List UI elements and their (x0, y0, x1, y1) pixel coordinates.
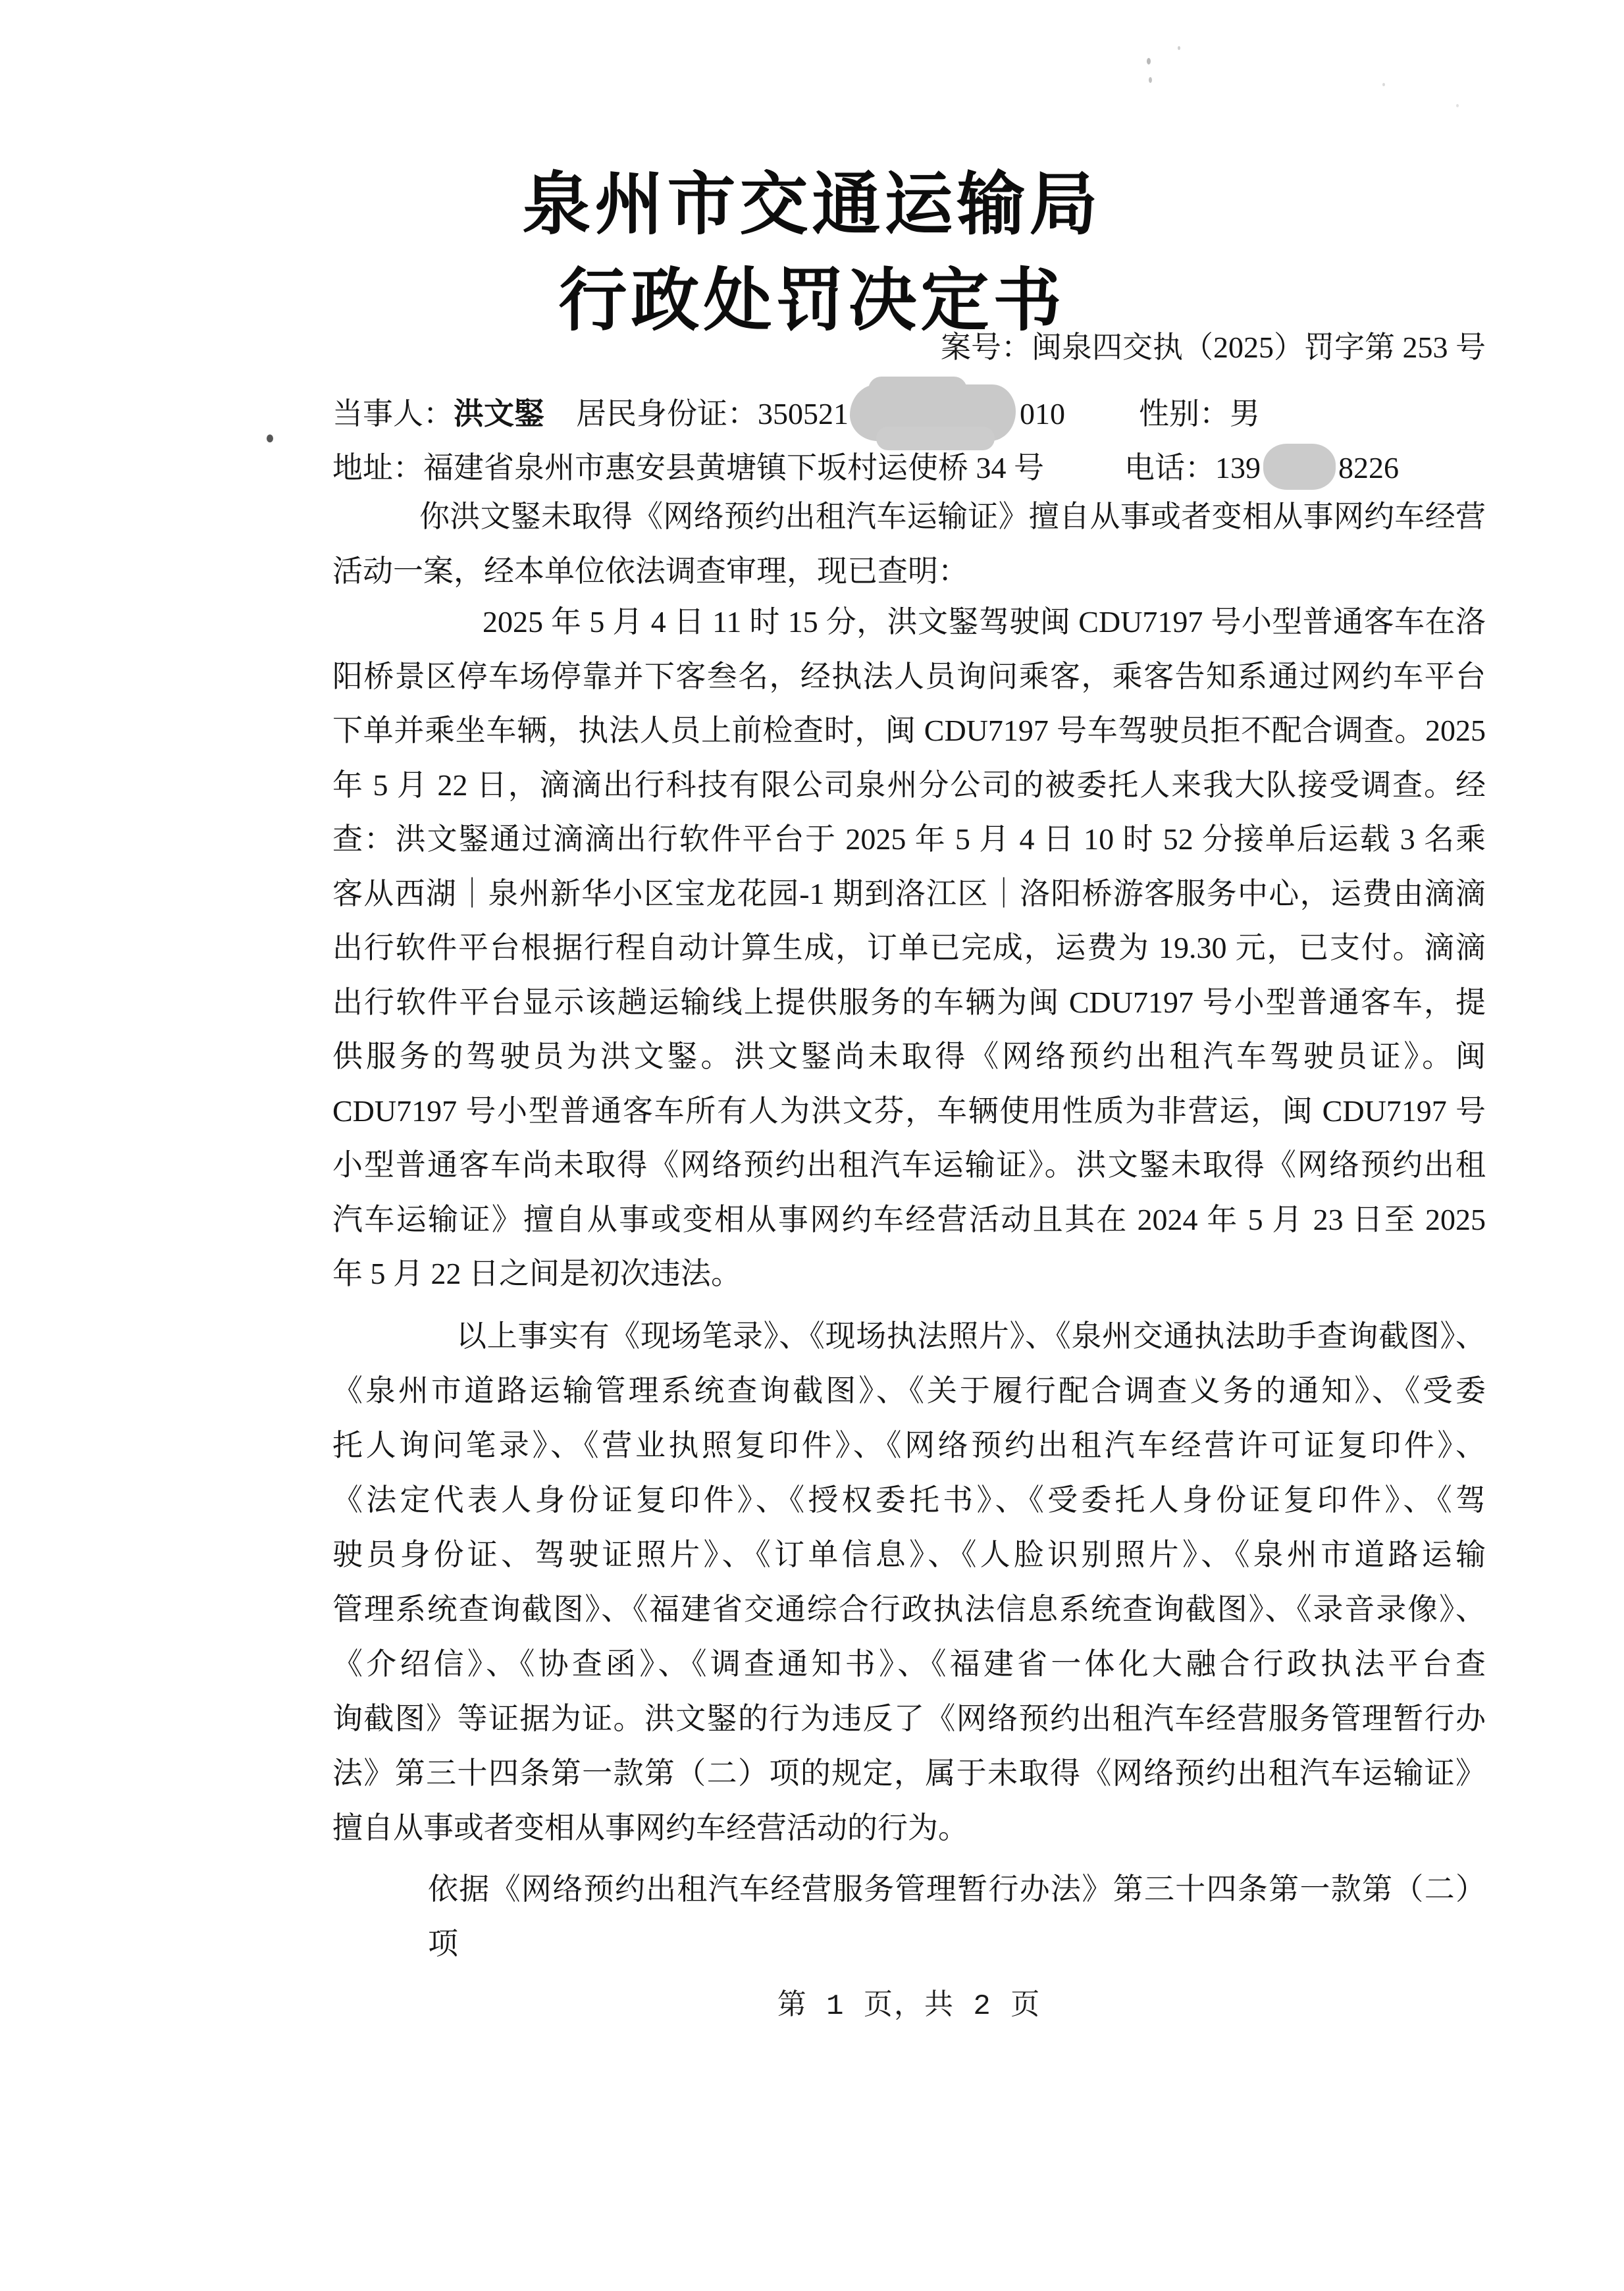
body-line: 《介绍信》、《协查函》、《调查通知书》、《福建省一体化大融合行政执法平台查 (332, 1647, 1486, 1681)
id-redaction-blob (850, 384, 1016, 441)
body-line: 擅自从事或者变相从事网约车经营活动的行为。 (332, 1811, 968, 1845)
body-line: 客从西湖｜泉州新华小区宝龙花园-1 期到洛江区｜洛阳桥游客服务中心，运费由滴滴 (332, 876, 1486, 910)
body-line: 年 5 月 22 日之间是初次违法。 (332, 1257, 741, 1290)
body-line: 管理系统查询截图》、《福建省交通综合行政执法信息系统查询截图》、《录音录像》、 (332, 1593, 1486, 1626)
scan-speck (1149, 77, 1152, 83)
paragraph-evidence (332, 1309, 1486, 1855)
phone-suffix: 8226 (1338, 451, 1399, 485)
address-label: 地址： (332, 451, 423, 485)
body-line: 阳桥景区停车场停靠并下客叁名，经执法人员询问乘客，乘客告知系通过网约车平台 (332, 659, 1486, 693)
body-line: CDU7197 号小型普通客车所有人为洪文芬，车辆使用性质为非营运，闽 CDU7197 号 (332, 1093, 1486, 1128)
address-info-line (332, 444, 1486, 490)
gender-label: 性别： (1139, 397, 1230, 431)
id-label: 居民身份证： (576, 397, 758, 431)
body-line: 依据《网络预约出租汽车经营服务管理暂行办法》第三十四条第一款第（二）项 (428, 1872, 1486, 1961)
body-line: 查：洪文鋻通过滴滴出行软件平台于 2025 年 5 月 4 日 10 时 52 分接单后运载 3 名乘 (332, 822, 1486, 856)
body-line: 小型普通客车尚未取得《网络预约出租汽车运输证》。洪文鋻未取得《网络预约出租 (332, 1148, 1486, 1182)
phone-prefix: 139 (1215, 451, 1261, 485)
body-line: 询截图》等证据为证。洪文鋻的行为违反了《网络预约出租汽车经营服务管理暂行办 (332, 1702, 1486, 1735)
body-line: 驶员身份证、驾驶证照片》、《订单信息》、《人脸识别照片》、《泉州市道路运输 (332, 1538, 1486, 1571)
case-number: 案号：闽泉四交执（2025）罚字第 253 号 (941, 330, 1486, 364)
body-line: 年 5 月 22 日，滴滴出行科技有限公司泉州分公司的被委托人来我大队接受调查。经 (332, 768, 1486, 802)
party-name: 洪文鋻 (454, 397, 544, 431)
body-line: 活动一案，经本单位依法调查审理，现已查明： (332, 554, 968, 588)
body-line: 你洪文鋻未取得《网络预约出租汽车运输证》擅自从事或者变相从事网约车经营 (419, 500, 1486, 533)
scan-speck (1456, 104, 1459, 107)
phone-redaction-blob (1263, 444, 1336, 490)
body-line: 法》第三十四条第一款第（二）项的规定，属于未取得《网络预约出租汽车运输证》 (332, 1756, 1486, 1790)
body-line: 《泉州市道路运输管理系统查询截图》、《关于履行配合调查义务的通知》、《受委 (332, 1374, 1486, 1408)
body-line: 托人询问笔录》、《营业执照复印件》、《网络预约出租汽车经营许可证复印件》、 (332, 1429, 1486, 1462)
address-value: 福建省泉州市惠安县黄塘镇下坂村运使桥 34 号 (423, 451, 1044, 485)
body-line: 出行软件平台根据行程自动计算生成，订单已完成，运费为 19.30 元，已支付。滴滴 (332, 931, 1486, 964)
paragraph-legal-basis (332, 1862, 1486, 1971)
body-line: 汽车运输证》擅自从事或变相从事网约车经营活动且其在 2024 年 5 月 23 日至 2025 (332, 1202, 1486, 1236)
document-title-agency: 泉州市交通运输局 (522, 167, 1102, 243)
body-line: 下单并乘坐车辆，执法人员上前检查时，闽 CDU7197 号车驾驶员拒不配合调查。2025 (332, 714, 1486, 747)
paragraph-case-intro (332, 490, 1486, 598)
gender-value: 男 (1230, 397, 1260, 431)
body-line: 《法定代表人身份证复印件》、《授权委托书》、《受委托人身份证复印件》、《驾 (332, 1483, 1486, 1517)
scan-speck (1147, 58, 1151, 65)
scan-speck (1382, 83, 1385, 86)
body-line: 2025 年 5 月 4 日 11 时 15 分，洪文鋻驾驶闽 CDU7197 号小型普通客车在洛 (483, 605, 1486, 639)
phone-label: 电话： (1124, 451, 1215, 485)
paragraph-findings (332, 595, 1486, 1302)
body-line: 供服务的驾驶员为洪文鋻。洪文鋻尚未取得《网络预约出租汽车驾驶员证》。闽 (332, 1040, 1486, 1073)
scan-speck (267, 434, 273, 442)
body-line: 以上事实有《现场笔录》、《现场执法照片》、《泉州交通执法助手查询截图》、 (456, 1319, 1486, 1353)
party-info-line (332, 384, 1486, 441)
id-number-suffix: 010 (1020, 397, 1065, 431)
id-number-prefix: 350521 (758, 397, 849, 431)
scan-speck (1178, 46, 1180, 50)
body-line: 出行软件平台显示该趟运输线上提供服务的车辆为闽 CDU7197 号小型普通客车，提 (332, 985, 1486, 1019)
party-name-label: 当事人： (332, 397, 454, 431)
document-title-type: 行政处罚决定书 (558, 263, 1066, 339)
page-number-footer: 第 1 页，共 2 页 (777, 1990, 1041, 2023)
